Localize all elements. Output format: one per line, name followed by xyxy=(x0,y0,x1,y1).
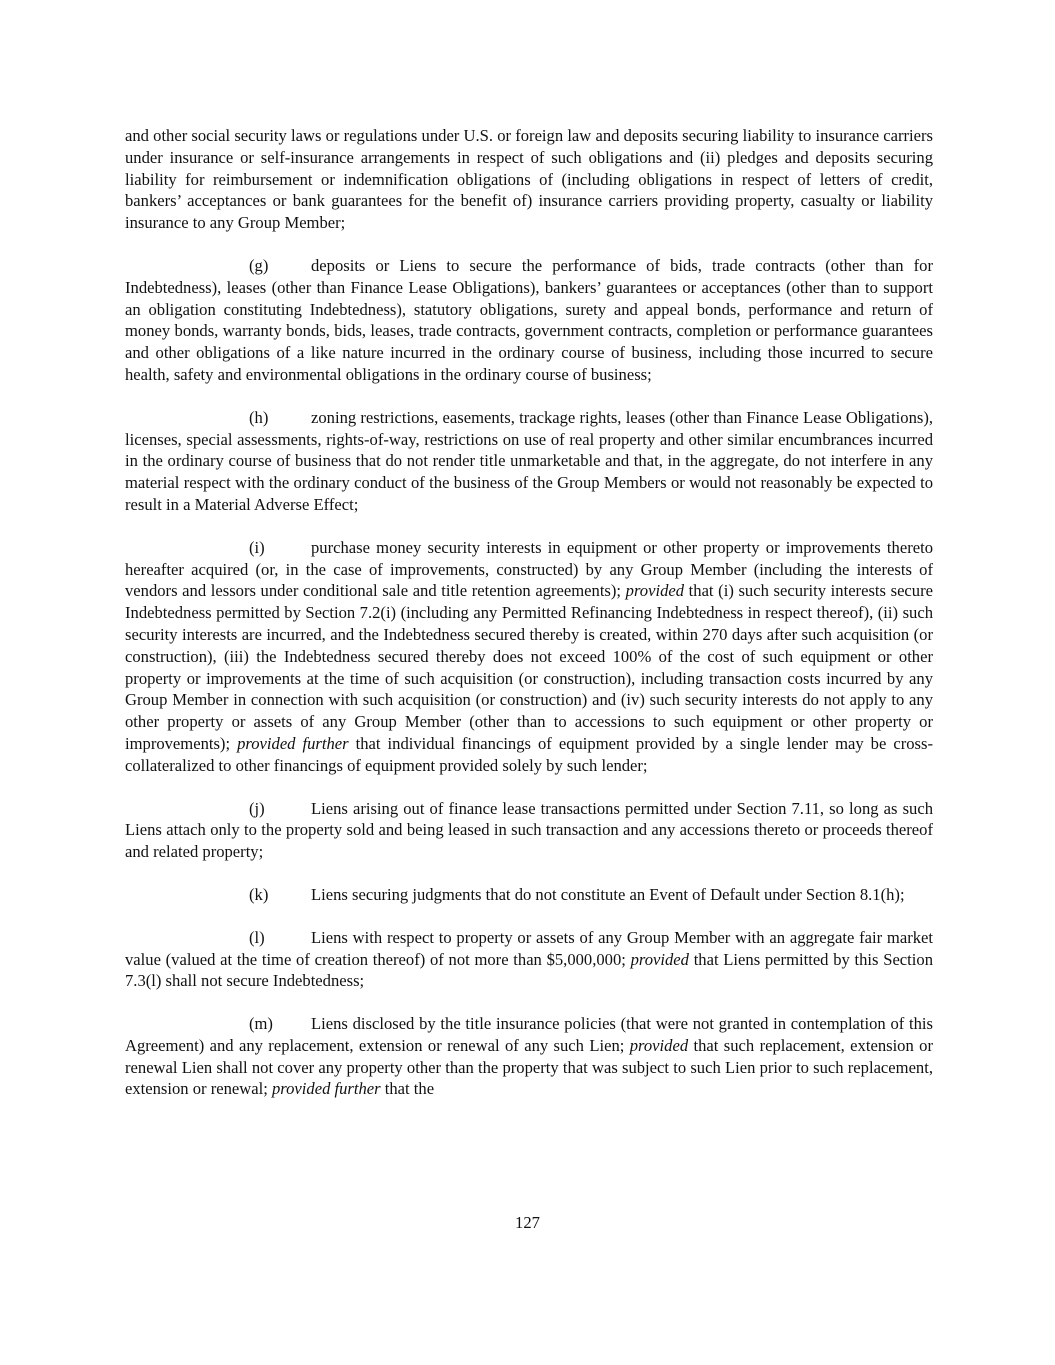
paragraph-text: Liens securing judgments that do not constitute an Event of Default under Section 8.1(h); xyxy=(311,884,905,904)
italic-term: provided xyxy=(630,949,689,969)
clause-label: (h) xyxy=(249,407,269,427)
paragraph-text: zoning restrictions, easements, trackage rights, leases (other than Finance Lease Obligations), licenses, special assessments, rights-of-way, restrictions on use of real property and other similar encumbrances incurred in the ordinary course of business that do not render title unmarketable and that, in the aggregate, do not interfere in any material respect with the ordinary conduct of the business of the Group Members or would not reasonably be expected to result in a Material Adverse Effect; xyxy=(125,407,933,514)
paragraph-text: that (i) such security interests secure Indebtedness permitted by Section 7.2(i) (including any Permitted Refinancing Indebtedness in respect thereof), (ii) such security interests are incurred, and the Indebtedness secured thereby is created, within 270 days after such acquisition (or construction), (iii) the Indebtedness secured thereby does not exceed 100% of the cost of such equipment or other property or improvements at the time of such acquisition (or construction), including transaction costs incurred by any Group Member in connection with such acquisition (or construction) and (iv) such security interests do not apply to any other property or assets of any Group Member (other than to accessions to such equipment or other property or improvements); xyxy=(125,581,933,753)
paragraph-i xyxy=(125,537,933,777)
paragraph-text: that the xyxy=(380,1079,435,1099)
document-page xyxy=(125,125,933,1121)
italic-term: provided xyxy=(625,581,685,601)
paragraph-m xyxy=(125,1013,933,1100)
paragraph-text: Liens with respect to property or assets of any Group Member with an aggregate fair market value (valued at the time of creation thereof) of not more than $5,000,000; xyxy=(125,927,933,969)
paragraph-g xyxy=(125,255,933,386)
italic-term: provided further xyxy=(237,733,349,753)
clause-label: (g) xyxy=(249,255,269,275)
clause-label: (i) xyxy=(249,537,265,557)
paragraph-text: Liens arising out of finance lease transactions permitted under Section 7.11, so long as such Liens attach only to the property sold and being leased in such transaction and any accessions thereto or proceeds thereof and related property; xyxy=(125,798,933,862)
paragraph-text: that individual financings of equipment provided by a single lender may be cross-collateralized to other financings of equipment provided solely by such lender; xyxy=(125,733,933,775)
paragraph-j xyxy=(125,798,933,863)
paragraph-l xyxy=(125,927,933,992)
paragraph-h xyxy=(125,407,933,516)
clause-label: (m) xyxy=(249,1014,273,1034)
italic-term: provided further xyxy=(272,1079,381,1099)
paragraph-text: Liens disclosed by the title insurance policies (that were not granted in contemplation of this Agreement) and any replacement, extension or renewal of any such Lien; xyxy=(125,1014,933,1055)
italic-term: provided xyxy=(629,1035,689,1055)
clause-label: (j) xyxy=(249,798,265,818)
paragraph-text: deposits or Liens to secure the performance of bids, trade contracts (other than for Indebtedness), leases (other than Finance Lease Obligations), bankers’ guarantees or acceptances (other than to support an obligation constituting Indebtedness), statutory obligations, surety and appeal bonds, performance and return of money bonds, warranty bonds, bids, leases, trade contracts, government contracts, completion or performance guarantees and other obligations of a like nature incurred in the ordinary course of business, including those incurred to secure health, safety and environmental obligations in the ordinary course of business; xyxy=(125,255,933,384)
clause-label: (k) xyxy=(249,884,269,904)
paragraph-text: and other social security laws or regulations under U.S. or foreign law and deposits securing liability to insurance carriers under insurance or self-insurance arrangements in respect of such obligations and (ii) pledges and deposits securing liability for reimbursement or indemnification obligations of (including obligations in respect of letters of credit, bankers’ acceptances or bank guarantees for the benefit of) insurance carriers providing property, casualty or liability insurance to any Group Member; xyxy=(125,126,933,233)
paragraph-list xyxy=(125,125,933,1100)
paragraph-text: that such replacement, extension or renewal Lien shall not cover any property other than the property that was subject to such Lien prior to such replacement, extension or renewal; xyxy=(125,1035,933,1099)
paragraph-continuation xyxy=(125,125,933,234)
paragraph-k xyxy=(125,884,933,906)
page-number: 127 xyxy=(515,1213,540,1232)
paragraph-text: purchase money security interests in equipment or other property or improvements thereto hereafter acquired (or, in the case of improvements, constructed) by any Group Member (including the interests of vendors and lessors under conditional sale and title retention agreements); xyxy=(125,537,933,601)
clause-label: (l) xyxy=(249,927,265,947)
paragraph-text: that Liens permitted by this Section 7.3(l) shall not secure Indebtedness; xyxy=(125,949,933,991)
